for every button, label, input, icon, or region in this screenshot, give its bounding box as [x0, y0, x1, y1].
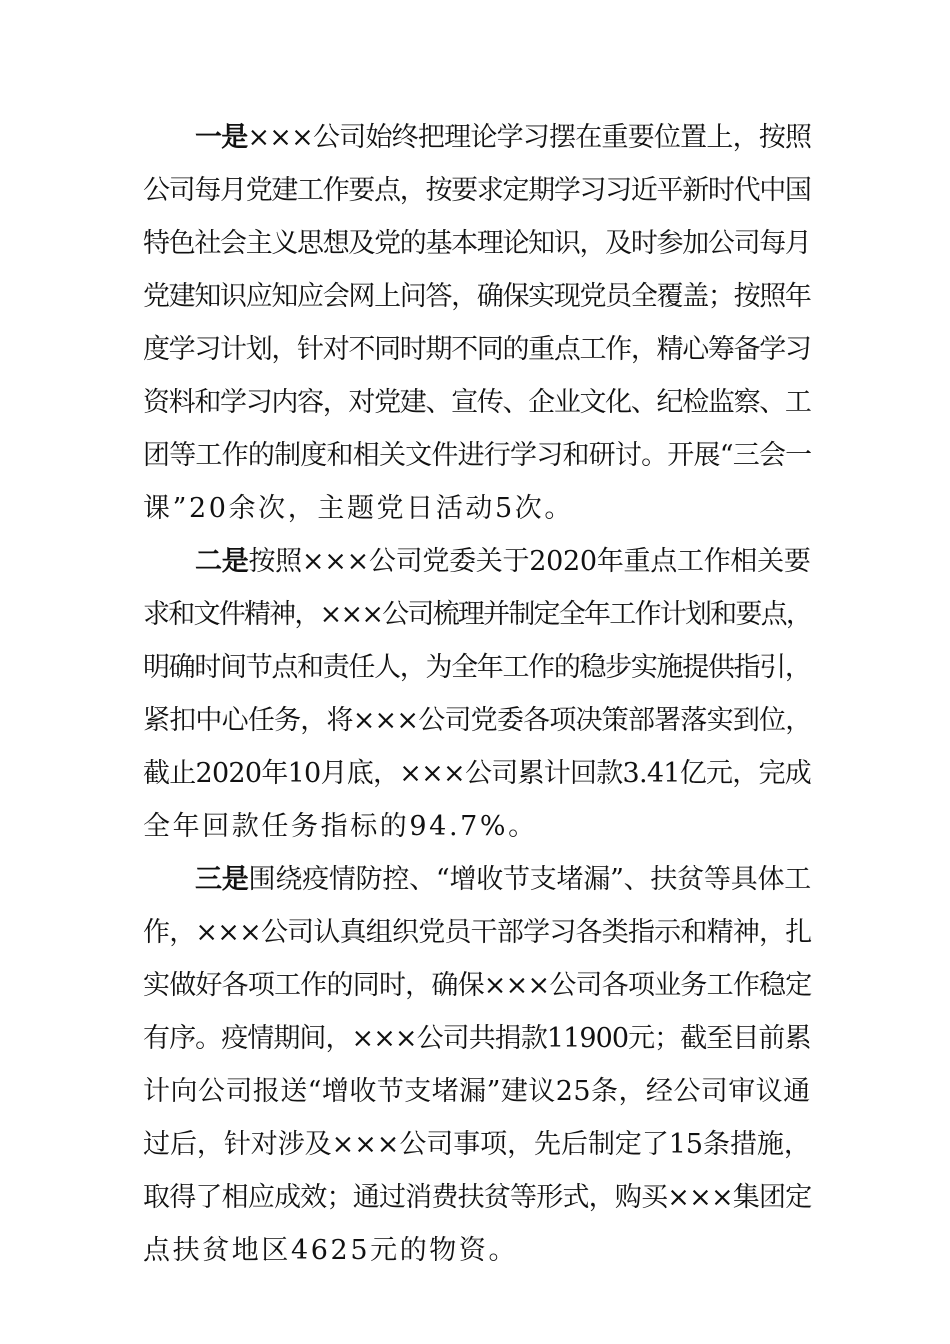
- paragraph-1-line-1: [195, 118, 811, 158]
- paragraph-1-line-1-text: ×××公司始终把理论学习摆在重要位置上，按照: [247, 122, 812, 153]
- paragraph-1-line-6: 资料和学习内容，对党建、宣传、企业文化、纪检监察、工: [143, 387, 811, 418]
- paragraph-3-line-7: 取得了相应成效；通过消费扶贫等形式，购买×××集团定: [143, 1182, 812, 1213]
- paragraph-2-line-4: 紧扣中心任务，将×××公司党委各项决策部署落实到位，: [143, 705, 812, 736]
- paragraph-2-line-1: [195, 542, 811, 582]
- paragraph-1-lead: 一是: [195, 122, 248, 153]
- paragraph-3-line-3: 实做好各项工作的同时，确保×××公司各项业务工作稳定: [143, 970, 812, 1001]
- paragraph-3-line-6: 过后，针对涉及×××公司事项，先后制定了15条措施，: [143, 1129, 811, 1160]
- paragraph-3-line-1: [195, 860, 811, 900]
- paragraph-2-line-1-text: 按照×××公司党委关于2020年重点工作相关要: [248, 546, 811, 577]
- paragraph-3-line-8: 点扶贫地区4625元的物资。: [143, 1235, 519, 1266]
- paragraph-3-line-4: 有序。疫情期间，×××公司共捐款11900元；截至目前累: [143, 1023, 811, 1054]
- paragraph-3-line-2: 作，×××公司认真组织党员干部学习各类指示和精神，扎: [143, 917, 812, 948]
- paragraph-3-line-5: 计向公司报送“增收节支堵漏”建议25条，经公司审议通: [143, 1076, 811, 1107]
- paragraph-2-line-6: 全年回款任务指标的94.7%。: [143, 811, 538, 842]
- paragraph-1-line-3: 特色社会主义思想及党的基本理论知识，及时参加公司每月: [143, 228, 811, 259]
- paragraph-2-lead: 二是: [195, 546, 249, 577]
- paragraph-1-line-8: 课”20余次，主题党日活动5次。: [143, 493, 574, 524]
- paragraph-1-line-4: 党建知识应知应会网上问答，确保实现党员全覆盖；按照年: [143, 281, 811, 312]
- paragraph-1-line-2: 公司每月党建工作要点，按要求定期学习习近平新时代中国: [143, 175, 811, 206]
- paragraph-2-line-3: 明确时间节点和责任人，为全年工作的稳步实施提供指引，: [143, 652, 811, 683]
- paragraph-1-line-7: 团等工作的制度和相关文件进行学习和研讨。开展“三会一: [143, 440, 812, 471]
- paragraph-1-line-5: 度学习计划，针对不同时期不同的重点工作，精心筹备学习: [143, 334, 811, 365]
- paragraph-3-lead: 三是: [195, 864, 249, 895]
- paragraph-3-line-1-text: 围绕疫情防控、“增收节支堵漏”、扶贫等具体工: [248, 864, 812, 895]
- paragraph-2-line-2: 求和文件精神，×××公司梳理并制定全年工作计划和要点，: [143, 599, 812, 630]
- paragraph-2-line-5: 截止2020年10月底，×××公司累计回款3.41亿元，完成: [143, 758, 812, 789]
